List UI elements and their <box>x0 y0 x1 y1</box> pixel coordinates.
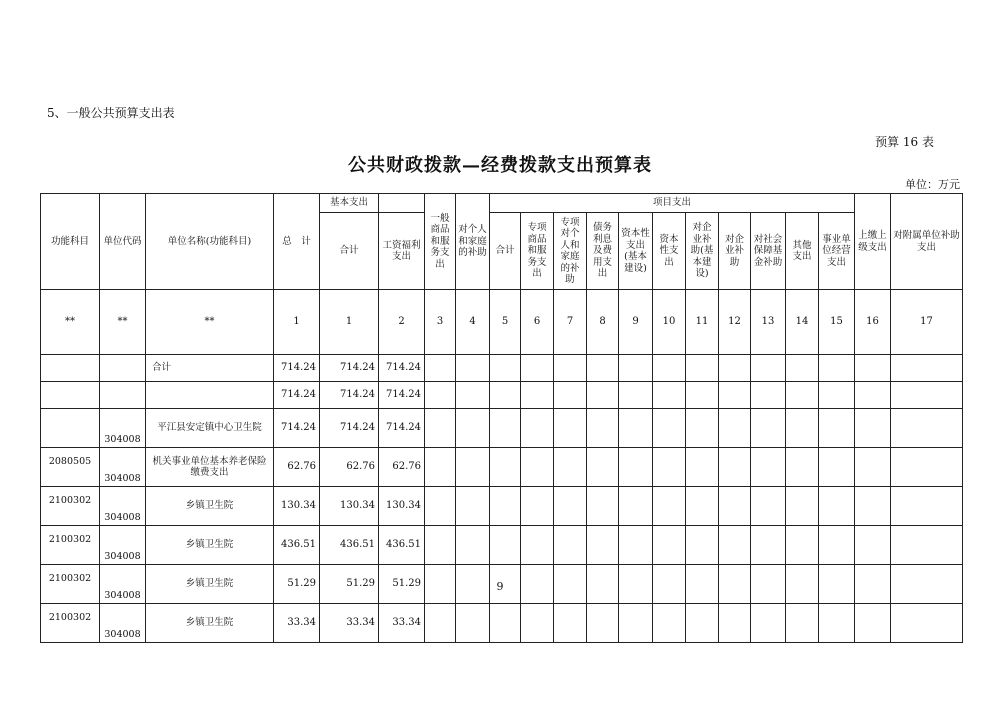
empty-cell <box>554 355 587 382</box>
empty-cell <box>490 448 521 487</box>
empty-cell <box>751 487 786 526</box>
empty-cell <box>719 604 751 643</box>
index-cell: 7 <box>554 290 587 355</box>
header-ent: 对企业补助 <box>719 213 751 290</box>
table-row <box>41 448 963 487</box>
basic-total-cell: 436.51 <box>320 526 379 565</box>
salary-cell: 714.24 <box>379 409 425 448</box>
index-cell: 3 <box>425 290 456 355</box>
unit-name-cell: 乡镇卫生院 <box>146 604 274 643</box>
unit-code-cell: 304008 <box>100 526 146 565</box>
empty-cell <box>619 355 653 382</box>
empty-cell <box>554 409 587 448</box>
empty-cell <box>490 409 521 448</box>
empty-cell <box>521 382 554 409</box>
empty-cell <box>819 409 855 448</box>
table-row <box>41 382 963 409</box>
func-code-cell: 2100302 <box>41 526 100 565</box>
empty-cell <box>751 409 786 448</box>
empty-cell <box>686 448 719 487</box>
empty-cell <box>686 382 719 409</box>
header-proj-total: 合计 <box>490 213 521 290</box>
empty-cell <box>891 526 963 565</box>
table-row <box>41 355 963 382</box>
empty-cell <box>855 448 891 487</box>
header-unit-name: 单位名称(功能科目) <box>146 194 274 290</box>
total-cell: 714.24 <box>274 382 320 409</box>
basic-total-cell: 714.24 <box>320 355 379 382</box>
empty-cell <box>786 448 819 487</box>
header-basic: 基本支出 <box>320 194 379 213</box>
empty-cell <box>587 448 619 487</box>
empty-cell <box>819 604 855 643</box>
header-basic-total: 合计 <box>320 213 379 290</box>
empty-cell <box>521 355 554 382</box>
empty-cell <box>686 355 719 382</box>
total-cell: 51.29 <box>274 565 320 604</box>
func-code-cell: 2080505 <box>41 448 100 487</box>
empty-cell <box>719 382 751 409</box>
empty-cell <box>425 526 456 565</box>
unit-name-cell: 机关事业单位基本养老保险缴费支出 <box>146 448 274 487</box>
empty-cell <box>751 526 786 565</box>
index-cell: 10 <box>653 290 686 355</box>
unit-name-cell: 乡镇卫生院 <box>146 487 274 526</box>
index-cell: 11 <box>686 290 719 355</box>
index-cell: 6 <box>521 290 554 355</box>
empty-cell <box>587 604 619 643</box>
empty-cell <box>456 409 490 448</box>
unit-name-cell <box>146 382 274 409</box>
empty-cell <box>456 487 490 526</box>
empty-cell <box>751 382 786 409</box>
index-cell: 14 <box>786 290 819 355</box>
unit-name-cell: 平江县安定镇中心卫生院 <box>146 409 274 448</box>
header-upper: 上缴上级支出 <box>855 194 891 290</box>
empty-cell <box>719 487 751 526</box>
empty-cell <box>554 448 587 487</box>
empty-cell <box>891 355 963 382</box>
table-number: 预算 16 表 <box>875 135 934 149</box>
header-goods: 一般商品和服务支出 <box>425 194 456 290</box>
salary-cell: 714.24 <box>379 382 425 409</box>
empty-cell <box>619 487 653 526</box>
total-cell: 33.34 <box>274 604 320 643</box>
empty-cell <box>554 526 587 565</box>
unit-name-cell: 合计 <box>146 355 274 382</box>
header-affiliate: 对附属单位补助支出 <box>891 194 963 290</box>
empty-cell <box>521 604 554 643</box>
empty-cell <box>819 526 855 565</box>
table-row <box>41 604 963 643</box>
empty-cell <box>751 604 786 643</box>
basic-total-cell: 130.34 <box>320 487 379 526</box>
empty-cell <box>456 382 490 409</box>
index-cell: 1 <box>274 290 320 355</box>
empty-cell <box>819 382 855 409</box>
empty-cell <box>554 604 587 643</box>
empty-cell <box>751 355 786 382</box>
empty-cell <box>891 448 963 487</box>
empty-cell <box>521 487 554 526</box>
empty-cell <box>587 487 619 526</box>
basic-total-cell: 51.29 <box>320 565 379 604</box>
header-biz: 事业单位经营支出 <box>819 213 855 290</box>
empty-cell <box>751 448 786 487</box>
empty-cell <box>619 526 653 565</box>
empty-cell <box>425 448 456 487</box>
salary-cell: 62.76 <box>379 448 425 487</box>
empty-cell <box>855 355 891 382</box>
total-cell: 714.24 <box>274 355 320 382</box>
empty-cell <box>686 487 719 526</box>
unit-code-cell <box>100 355 146 382</box>
header-basic-blank <box>379 194 425 213</box>
empty-cell <box>425 604 456 643</box>
section-title: 5、一般公共预算支出表 <box>47 106 175 120</box>
empty-cell <box>819 448 855 487</box>
empty-cell <box>653 382 686 409</box>
empty-cell <box>521 448 554 487</box>
empty-cell <box>619 382 653 409</box>
empty-cell <box>686 526 719 565</box>
header-debt: 债务利息及费用支出 <box>587 213 619 290</box>
empty-cell <box>786 487 819 526</box>
index-cell: 5 <box>490 290 521 355</box>
empty-cell <box>653 526 686 565</box>
empty-cell <box>425 487 456 526</box>
index-cell: ** <box>100 290 146 355</box>
header-project: 项目支出 <box>490 194 855 213</box>
budget-table <box>40 193 963 643</box>
empty-cell <box>619 448 653 487</box>
header-unit-code: 单位代码 <box>100 194 146 290</box>
index-cell: ** <box>146 290 274 355</box>
header-social: 对社会保障基金补助 <box>751 213 786 290</box>
empty-cell <box>786 526 819 565</box>
empty-cell <box>521 526 554 565</box>
empty-cell <box>490 382 521 409</box>
empty-cell <box>456 526 490 565</box>
empty-cell <box>587 526 619 565</box>
empty-cell <box>490 355 521 382</box>
empty-cell <box>686 409 719 448</box>
index-cell: ** <box>41 290 100 355</box>
salary-cell: 51.29 <box>379 565 425 604</box>
func-code-cell: 2100302 <box>41 487 100 526</box>
header-special-goods: 专项商品和服务支出 <box>521 213 554 290</box>
empty-cell <box>653 355 686 382</box>
unit-code-cell: 304008 <box>100 448 146 487</box>
unit-code-cell: 304008 <box>100 409 146 448</box>
empty-cell <box>819 487 855 526</box>
empty-cell <box>619 604 653 643</box>
func-code-cell: 2100302 <box>41 604 100 643</box>
basic-total-cell: 714.24 <box>320 382 379 409</box>
index-cell: 2 <box>379 290 425 355</box>
func-code-cell <box>41 355 100 382</box>
basic-total-cell: 62.76 <box>320 448 379 487</box>
empty-cell <box>891 604 963 643</box>
empty-cell <box>719 409 751 448</box>
empty-cell <box>587 409 619 448</box>
basic-total-cell: 714.24 <box>320 409 379 448</box>
index-cell: 16 <box>855 290 891 355</box>
empty-cell <box>786 355 819 382</box>
empty-cell <box>554 382 587 409</box>
empty-cell <box>425 382 456 409</box>
empty-cell <box>786 604 819 643</box>
header-personal: 对个人和家庭的补助 <box>456 194 490 290</box>
empty-cell <box>521 409 554 448</box>
unit-name-cell: 乡镇卫生院 <box>146 565 274 604</box>
header-total: 总 计 <box>274 194 320 290</box>
header-capital-build: 资本性支出(基本建设) <box>619 213 653 290</box>
unit-code-cell <box>100 382 146 409</box>
empty-cell <box>891 409 963 448</box>
empty-cell <box>786 409 819 448</box>
index-cell: 17 <box>891 290 963 355</box>
basic-total-cell: 33.34 <box>320 604 379 643</box>
unit-code-cell: 304008 <box>100 604 146 643</box>
index-cell: 4 <box>456 290 490 355</box>
empty-cell <box>686 604 719 643</box>
table-row <box>41 487 963 526</box>
empty-cell <box>786 382 819 409</box>
unit-code-cell: 304008 <box>100 487 146 526</box>
table-row <box>41 526 963 565</box>
index-cell: 15 <box>819 290 855 355</box>
empty-cell <box>891 382 963 409</box>
empty-cell <box>425 355 456 382</box>
empty-cell <box>855 526 891 565</box>
empty-cell <box>619 409 653 448</box>
salary-cell: 714.24 <box>379 355 425 382</box>
func-code-cell <box>41 382 100 409</box>
empty-cell <box>425 409 456 448</box>
header-special-personal: 专项对个人和家庭的补助 <box>554 213 587 290</box>
empty-cell <box>819 355 855 382</box>
empty-cell <box>891 487 963 526</box>
salary-cell: 130.34 <box>379 487 425 526</box>
empty-cell <box>456 355 490 382</box>
empty-cell <box>490 526 521 565</box>
empty-cell <box>855 409 891 448</box>
empty-cell <box>587 355 619 382</box>
total-cell: 130.34 <box>274 487 320 526</box>
total-cell: 62.76 <box>274 448 320 487</box>
empty-cell <box>653 409 686 448</box>
empty-cell <box>719 448 751 487</box>
index-cell: 13 <box>751 290 786 355</box>
unit-code-cell: 304008 <box>100 565 146 604</box>
func-code-cell: 2100302 <box>41 565 100 604</box>
header-other: 其他支出 <box>786 213 819 290</box>
empty-cell <box>490 604 521 643</box>
index-cell: 12 <box>719 290 751 355</box>
header-capital: 资本性支出 <box>653 213 686 290</box>
page-title: 公共财政拨款—经费拨款支出预算表 <box>348 155 652 176</box>
empty-cell <box>587 382 619 409</box>
empty-cell <box>855 487 891 526</box>
empty-cell <box>456 604 490 643</box>
total-cell: 714.24 <box>274 409 320 448</box>
header-func-subject: 功能科目 <box>41 194 100 290</box>
index-cell: 1 <box>320 290 379 355</box>
salary-cell: 33.34 <box>379 604 425 643</box>
empty-cell <box>490 487 521 526</box>
header-ent-build: 对企业补助(基本建设) <box>686 213 719 290</box>
index-cell: 8 <box>587 290 619 355</box>
empty-cell <box>855 604 891 643</box>
index-cell: 9 <box>619 290 653 355</box>
page-number: 9 <box>496 580 504 593</box>
total-cell: 436.51 <box>274 526 320 565</box>
empty-cell <box>719 526 751 565</box>
empty-cell <box>653 448 686 487</box>
index-row <box>41 290 963 355</box>
empty-cell <box>554 487 587 526</box>
empty-cell <box>719 355 751 382</box>
table-row <box>41 409 963 448</box>
empty-cell <box>653 487 686 526</box>
empty-cell <box>653 604 686 643</box>
func-code-cell <box>41 409 100 448</box>
unit-label: 单位：万元 <box>905 178 960 191</box>
empty-cell <box>855 382 891 409</box>
unit-name-cell: 乡镇卫生院 <box>146 526 274 565</box>
salary-cell: 436.51 <box>379 526 425 565</box>
empty-cell <box>456 448 490 487</box>
header-salary: 工资福利支出 <box>379 213 425 290</box>
